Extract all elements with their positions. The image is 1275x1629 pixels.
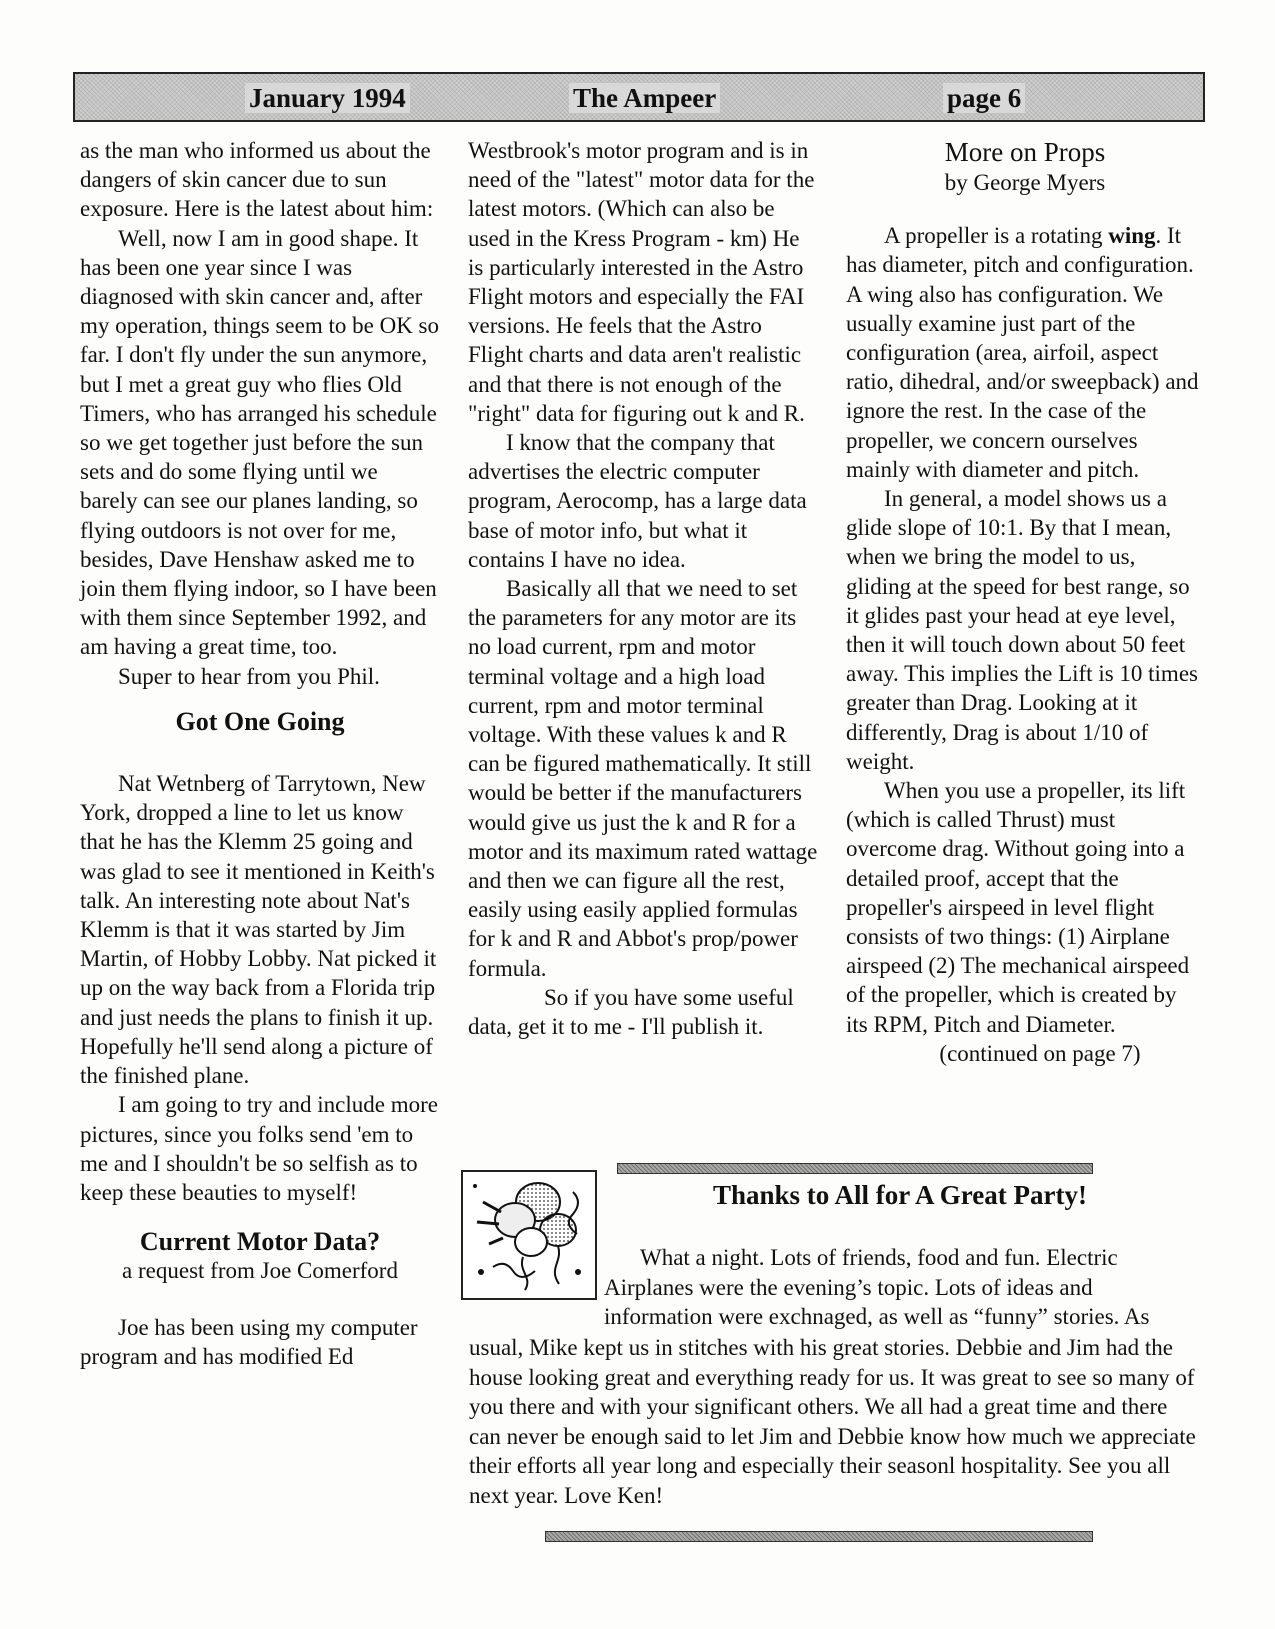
party-paragraph: usual, Mike kept us in stitches with his great stories. Debbie and Jim had the house looking great and everything ready for us. It was great to see so many of you there and with your significant others. We all had a great time and there can never be enough said to let Jim and Debbie know how much we appreciate their efforts all year long and especially their seasonl hospitality. See you all next year. Love Ken! <box>469 1335 1196 1508</box>
column-3 <box>846 136 1204 1068</box>
klemm-paragraph: Nat Wetnberg of Tarrytown, New York, dropped a line to let us know that he has the Klemm 25 going and was glad to see it mentioned in Keith's talk. An interesting note about Nat's Klemm is that it was started by Jim Martin, of Hobby Lobby. Nat picked it up on the way back from a Florida trip and just needs the plans to finish it up. Hopefully he'll send along a picture of the finished plane. <box>80 771 437 1089</box>
section-heading-got-one-going: Got One Going <box>175 706 345 736</box>
column-2 <box>468 136 818 1041</box>
party-balloons-icon <box>461 1170 597 1300</box>
props-paragraph-2: In general, a model shows us a glide slope of 10:1. By that I mean, when we bring the model to us, gliding at the speed for best range, so it glides past your head at eye level, then it will touch down about 50 feet away. This implies the Lift is 10 times greater than Drag. Looking at it differently, Drag is about 1/10 of weight. <box>846 486 1198 774</box>
letter-paragraph: Well, now I am in good shape. It has been one year since I was diagnosed with skin cancer and, after my operation, things seem to be OK so far. I don't fly under the sun anymore, but I met a great guy who flies Old Timers, who has arranged his schedule so we get together just before the sun sets and do some flying until we barely can see our planes landing, so flying outdoors is not over for me, besides, Dave Henshaw asked me to join them flying indoor, so I have been with them since September 1992, and am having a great time, too. <box>80 225 440 660</box>
request-paragraph: So if you have some useful data, get it to me - I'll publish it. <box>468 984 794 1040</box>
party-heading: Thanks to All for A Great Party! <box>712 1180 1087 1210</box>
newsletter-title: The Ampeer <box>569 83 720 113</box>
motor-data-paragraph: Joe has been using my computer program and has modified Ed <box>80 1314 418 1369</box>
parameters-paragraph: Basically all that we need to set the parameters for any motor are its no load current, rpm and motor terminal voltage and a high load current, rpm and motor terminal voltage. With these values k and R can be figured mathematically. It still would be better if the manufacturers would give us just the k and R for a motor and its maximum rated wattage and then we can figure all the rest, easily using easily applied formulas for k and R and Abbot's prop/power formula. <box>468 576 818 981</box>
section-subheading: a request from Joe Comerford <box>122 1258 398 1284</box>
intro-text: as the man who informed us about the dangers of skin cancer due to sun exposure. Here is the latest about him: <box>80 138 434 222</box>
aerocomp-paragraph: I know that the company that advertises the electric computer program, Aerocomp, has a large data base of motor info, but what it contains I have no idea. <box>468 430 807 572</box>
party-line-1: What a night. Lots of friends, food and fun. Electric <box>640 1245 1118 1270</box>
divider-bottom <box>545 1531 1093 1542</box>
continued-note: (continued on page 7) <box>939 1040 1141 1066</box>
motor-program-paragraph: Westbrook's motor program and is in need of the "latest" motor data for the latest motors. (Which can also be used in the Kress Program - km) He is particularly interested in the Astro Flight motors and especially the FAI versions. He feels that the Astro Flight charts and data aren't realistic and that there is not enough of the "right" data for figuring out k and R. <box>468 138 815 426</box>
props-paragraph-3: When you use a propeller, its lift (which is called Thrust) must overcome drag. Without going into a detailed proof, accept that the propeller's airspeed in level flight consists of two things: (1) Airplane airspeed (2) The mechanical airspeed of the propeller, which is created by its RPM, Pitch and Diameter. <box>846 778 1190 1037</box>
props-paragraph-1: A propeller is a rotating wing. It has diameter, pitch and configuration. A wing also has configuration. We usually examine just part of the configuration (area, airfoil, aspect ratio, dihedral, and/or sweepback) and ignore the rest. In the case of the propeller, we concern ourselves mainly with diameter and pitch. <box>846 223 1199 482</box>
closing-line: Super to hear from you Phil. <box>118 663 380 689</box>
column-1 <box>80 136 440 1371</box>
party-line-2: Airplanes were the evening’s topic. Lots of ideas and <box>604 1274 1093 1300</box>
section-heading-motor-data: Current Motor Data? <box>139 1227 381 1257</box>
balloons-icon <box>463 1172 595 1298</box>
page-header <box>73 72 1205 122</box>
party-lead-lines <box>604 1243 1204 1332</box>
divider-top <box>617 1163 1093 1174</box>
article-title: More on Props <box>944 137 1106 167</box>
article-byline: by George Myers <box>944 170 1106 195</box>
party-line-3: information were exchnaged, as well as “funny” stories. As <box>604 1304 1150 1330</box>
pictures-paragraph: I am going to try and include more pictures, since you folks send 'em to me and I shouldn't be so selfish as to keep these beauties to myself! <box>80 1092 439 1205</box>
page-number: page 6 <box>943 83 1025 113</box>
party-body-text <box>469 1333 1204 1511</box>
issue-date: January 1994 <box>245 83 410 113</box>
